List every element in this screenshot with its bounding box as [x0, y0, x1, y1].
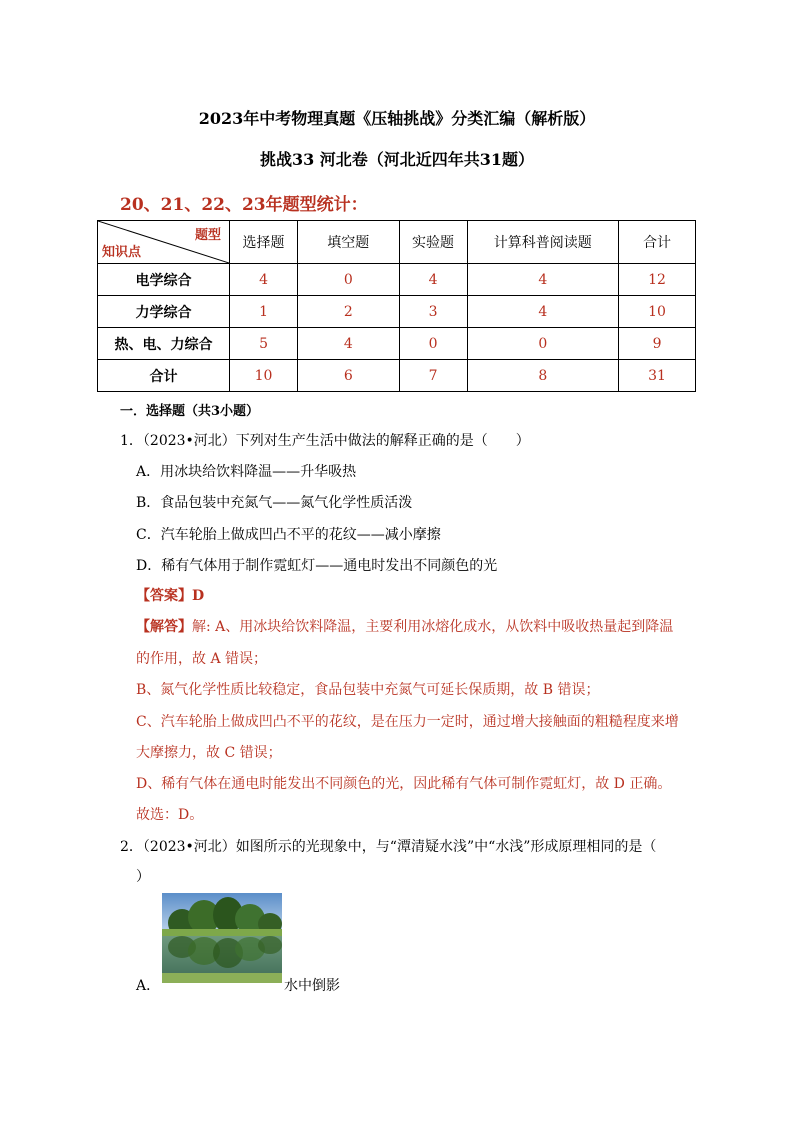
- table-cell: 6: [298, 360, 399, 392]
- table-cell: 4: [467, 264, 619, 296]
- table-cell: 0: [298, 264, 399, 296]
- question-1-analysis-line: C、汽车轮胎上做成凹凸不平的花纹，是在压力一定时，通过增大接触面的粗糙程度来增: [136, 714, 679, 730]
- table-cell: 0: [467, 328, 619, 360]
- row-label: 合计: [98, 360, 230, 392]
- table-row: [98, 296, 696, 328]
- table-cell: 1: [230, 296, 298, 328]
- table-cell: 2: [298, 296, 399, 328]
- water-reflection-image: [162, 893, 282, 983]
- question-2-option-a-caption: 水中倒影: [284, 978, 340, 994]
- table-header-row: [98, 221, 696, 264]
- table-cell: 12: [619, 264, 696, 296]
- question-2-stem-continuation: ）: [136, 869, 150, 885]
- question-1-analysis-line: 大摩擦力，故 C 错误；: [136, 745, 282, 761]
- question-1-option-d: D．稀有气体用于制作霓虹灯——通电时发出不同颜色的光: [136, 558, 498, 574]
- question-1-choose: 故选：D。: [136, 807, 204, 823]
- table-row: [98, 328, 696, 360]
- table-cell: 4: [230, 264, 298, 296]
- table-cell: 5: [230, 328, 298, 360]
- table-cell: 4: [467, 296, 619, 328]
- table-cell: 10: [230, 360, 298, 392]
- question-1-analysis-line: [136, 616, 673, 636]
- analysis-label: 【解答】: [136, 619, 192, 635]
- table-row: [98, 264, 696, 296]
- table-cell: 7: [399, 360, 467, 392]
- stats-heading: 20、21、22、23年题型统计：: [120, 195, 368, 215]
- corner-bottom-label: 知识点: [102, 245, 142, 260]
- question-2-option-a-label: A．: [136, 978, 161, 994]
- table-cell: 4: [399, 264, 467, 296]
- row-label: 热、电、力综合: [98, 328, 230, 360]
- table-cell: 4: [298, 328, 399, 360]
- table-cell: 31: [619, 360, 696, 392]
- question-1-option-c: C．汽车轮胎上做成凹凸不平的花纹——减小摩擦: [136, 527, 441, 543]
- document-subtitle: 挑战33 河北卷（河北近四年共31题）: [259, 150, 535, 169]
- table-cell: 9: [619, 328, 696, 360]
- table-header: 填空题: [298, 221, 399, 264]
- table-cell: 3: [399, 296, 467, 328]
- table-cell: 10: [619, 296, 696, 328]
- section-heading: 一．选择题（共3小题）: [120, 404, 260, 419]
- table-row: [98, 360, 696, 392]
- question-1-option-b: B．食品包装中充氮气——氮气化学性质活泼: [136, 495, 413, 511]
- question-1-analysis-line: D、稀有气体在通电时能发出不同颜色的光，因此稀有气体可制作霓虹灯，故 D 正确。: [136, 776, 672, 792]
- question-1-stem: 1．（2023•河北）下列对生产生活中做法的解释正确的是（ ）: [120, 433, 530, 449]
- stats-table: [97, 220, 696, 392]
- table-cell: 8: [467, 360, 619, 392]
- table-header: 选择题: [230, 221, 298, 264]
- table-header: 计算科普阅读题: [467, 221, 619, 264]
- question-1-option-a: A．用冰块给饮料降温——升华吸热: [136, 464, 357, 480]
- question-2-stem: 2．（2023•河北）如图所示的光现象中，与“潭清疑水浅”中“水浅”形成原理相同的是（: [120, 839, 657, 855]
- table-cell: 0: [399, 328, 467, 360]
- question-1-answer: 【答案】D: [136, 588, 205, 604]
- table-header: 合计: [619, 221, 696, 264]
- row-label: 力学综合: [98, 296, 230, 328]
- question-1-analysis-line: B、氮气化学性质比较稳定，食品包装中充氮气可延长保质期，故 B 错误；: [136, 682, 600, 698]
- question-1-analysis-line: 的作用，故 A 错误；: [136, 651, 268, 667]
- row-label: 电学综合: [98, 264, 230, 296]
- corner-top-label: 题型: [194, 228, 221, 243]
- analysis-text: 解: A、用冰块给饮料降温，主要利用冰熔化成水，从饮料中吸收热量起到降温: [192, 619, 674, 635]
- table-header: 实验题: [399, 221, 467, 264]
- document-title: 2023年中考物理真题《压轴挑战》分类汇编（解析版）: [198, 109, 596, 128]
- table-corner-cell: [98, 221, 230, 264]
